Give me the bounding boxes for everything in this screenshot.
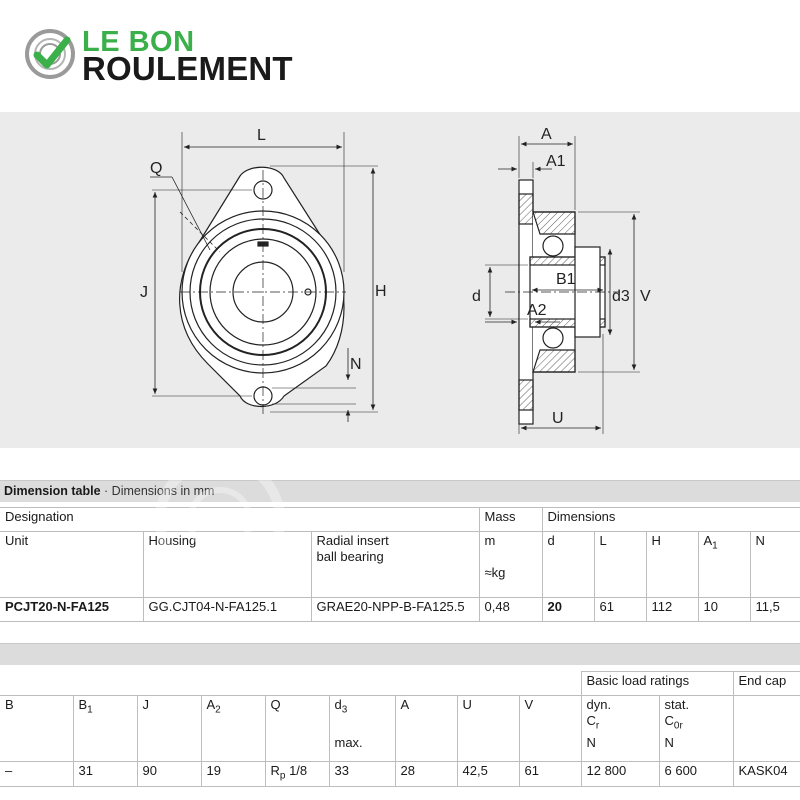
col-U: U [457,696,519,762]
col-dyn-label: dyn. [586,697,612,712]
cell-J: 90 [137,762,201,787]
header-end-cap: End cap [733,672,800,696]
col-Q: Q [265,696,329,762]
col-mass-symbol: m [484,533,496,548]
front-view [150,132,378,422]
cell-Q-rest: 1/8 [285,763,308,778]
dim-label-d3: d3 [612,288,630,305]
col-J: J [137,696,201,762]
col-mass [479,532,542,598]
dim-label-Q: Q [150,160,163,177]
col-radial-bearing [311,532,479,598]
cell-B1: 31 [73,762,137,787]
cell-end-cap: KASK04 [733,762,800,787]
logo-text-line2: ROULEMENT [82,50,293,87]
col-dyn-unit: N [586,734,596,750]
col-stat-unit: N [664,734,674,750]
header-mass: Mass [479,508,542,532]
table-title: Dimension table [4,484,101,498]
col-stat [659,696,733,762]
col-A2-sub: 2 [215,704,221,716]
dimension-table-title [0,480,800,502]
dim-label-N: N [350,356,362,373]
dim-label-U: U [552,410,564,427]
cell-H: 112 [646,598,698,622]
bearing-check-icon [24,28,76,80]
col-N: N [750,532,800,598]
col-Cr-sub: r [595,720,600,732]
col-d: d [542,532,594,598]
cell-L: 61 [594,598,646,622]
table-row [0,762,800,787]
col-A1-sub: 1 [712,540,718,552]
dim-label-A1: A1 [546,153,566,170]
cell-d: 20 [542,598,594,622]
cell-N: 11,5 [750,598,800,622]
header-basic-load: Basic load ratings [581,672,733,696]
col-d3-base: d [334,697,342,712]
col-B1 [73,696,137,762]
table-row [0,598,800,622]
col-B: B [0,696,73,762]
cell-bearing: GRAE20-NPP-B-FA125.5 [311,598,479,622]
cell-C0r: 6 600 [659,762,733,787]
cell-Cr: 12 800 [581,762,659,787]
dim-label-L: L [257,127,266,144]
dim-label-H: H [375,283,387,300]
col-housing: Housing [143,532,311,598]
dimension-table [0,507,800,622]
col-Cr-base: C [586,713,596,728]
cell-Q-base: R [270,763,280,778]
dim-label-A2: A2 [527,302,547,319]
cell-A2: 19 [201,762,265,787]
col-radial-line2: ball bearing [316,549,384,564]
cell-Q-sub: p [279,770,286,782]
cell-B: – [0,762,73,787]
col-radial-line1: Radial insert [316,533,389,548]
col-A: A [395,696,457,762]
cell-d3: 33 [329,762,395,787]
cell-A: 28 [395,762,457,787]
col-unit: Unit [0,532,143,598]
col-mass-unit: ≈kg [484,565,506,580]
table-subtitle: · Dimensions in mm [104,484,215,498]
header-dimensions: Dimensions [542,508,800,532]
col-stat-label: stat. [664,697,690,712]
col-d3-sub: 3 [341,704,348,716]
cell-Q [265,762,329,787]
col-C0r-sub: 0r [673,720,683,732]
col-A1 [698,532,750,598]
dimension-table-2 [0,671,800,787]
col-dyn [581,696,659,762]
dim-label-A: A [541,126,552,143]
dim-label-d: d [472,288,481,305]
cell-mass: 0,48 [479,598,542,622]
col-d3-note: max. [334,734,363,750]
col-V: V [519,696,581,762]
col-C0r-base: C [664,713,674,728]
col-A1-base: A [703,533,713,548]
cell-V: 61 [519,762,581,787]
col-A2 [201,696,265,762]
cell-A1: 10 [698,598,750,622]
cell-unit: PCJT20-N-FA125 [0,598,143,622]
col-B1-base: B [78,697,88,712]
cell-housing: GG.CJT04-N-FA125.1 [143,598,311,622]
dim-label-J: J [140,284,148,301]
side-view-labels [472,126,651,427]
col-H: H [646,532,698,598]
dim-label-B1: B1 [556,271,576,288]
logo-text-line1: LE BON [82,26,195,58]
section-divider [0,643,800,665]
col-d3 [329,696,395,762]
dim-label-V: V [640,288,651,305]
technical-drawing [0,112,800,448]
col-B1-sub: 1 [87,704,93,716]
col-A2-base: A [206,697,216,712]
header-designation: Designation [0,508,479,532]
drawing-svg [0,112,800,448]
col-L: L [594,532,646,598]
cell-U: 42,5 [457,762,519,787]
